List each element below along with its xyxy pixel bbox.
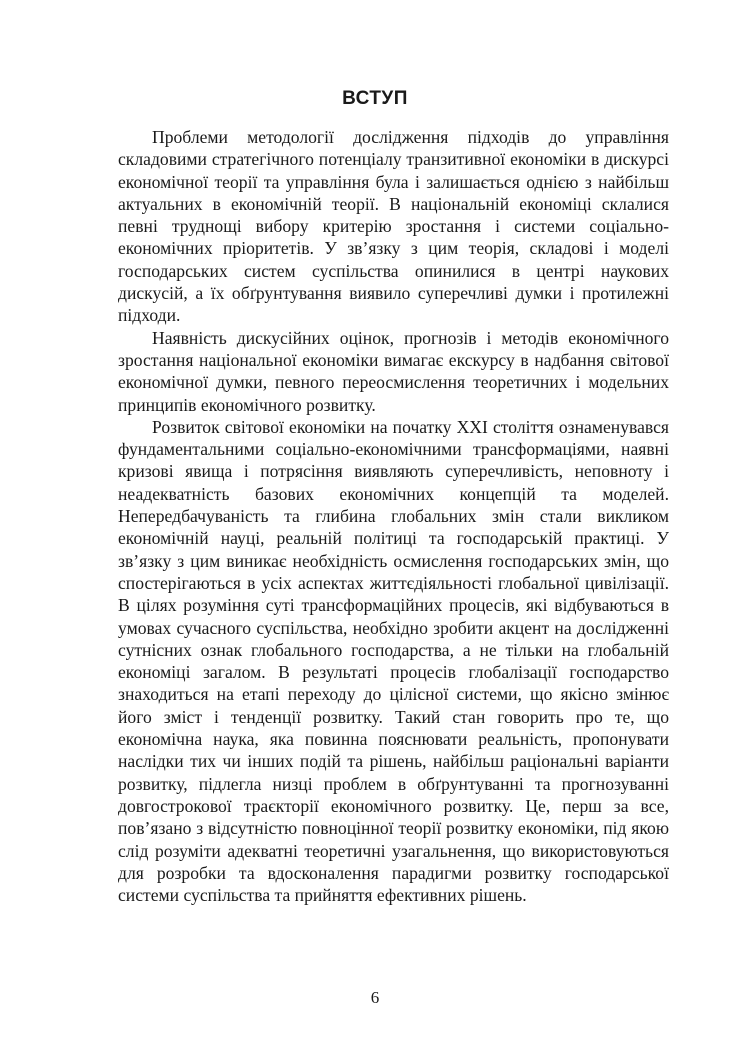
paragraph-2: Наявність дискусійних оцінок, прогнозів і методів економічного зростання національної економіки вимагає екскурсу в надбання світової економічної думки, певного переосмислення теоретичних і модельних принципів економічного розвитку.	[118, 327, 669, 415]
paragraph-1: Проблеми методології дослідження підходів до управління складовими стратегічного потенціалу транзитивної економіки в дискурсі економічної теорії та управління була і залишається однією з найбільш актуальних в економічній теорії. В національній економіці склалися певні труднощі вибору критерію зростання і системи соціально-економічних пріоритетів. У зв’язку з цим теорія, складові і моделі господарських систем суспільства опинилися в центрі наукових дискусій, а їх обґрунтування виявило суперечливі думки і протилежні підходи.	[118, 127, 669, 326]
page-number: 6	[370, 988, 380, 1007]
section-heading: ВСТУП	[342, 88, 408, 109]
body-text	[118, 126, 669, 906]
paragraph-3: Розвиток світової економіки на початку XXI століття ознаменувався фундаментальними соціально-економічними трансформаціями, наявні кризові явища і потрясіння виявляють суперечливість, неповноту і неадекватність базових економічних концепцій та моделей. Непередбачуваність та глибина глобальних змін стали викликом економічній науці, реальній політиці та господарській практиці. У зв’язку з цим виникає необхідність осмислення господарських змін, що спостерігаються в усіх аспектах життєдіяльності глобальної цивілізації. В цілях розуміння суті трансформаційних процесів, які відбуваються в умовах сучасного суспільства, необхідно зробити акцент на дослідженні сутнісних ознак глобального господарства, а не тільки на глобальній економіці загалом. В результаті процесів глобалізації господарство знаходиться на етапі переходу до цілісної системи, що якісно змінює його зміст і тенденції розвитку. Такий стан говорить про те, що економічна наука, яка повинна пояснювати реальність, пропонувати наслідки тих чи інших подій та рішень, найбільш раціональні варіанти розвитку, підлегла низці проблем в обґрунтуванні та прогнозуванні довгострокової траєкторії економічного розвитку. Це, перш за все, пов’язано з відсутністю повноцінної теорії розвитку економіки, під якою слід розуміти адекватні теоретичні узагальнення, що використовуються для розробки та вдосконалення парадигми розвитку господарської системи суспільства та прийняття ефективних рішень.	[118, 416, 669, 906]
